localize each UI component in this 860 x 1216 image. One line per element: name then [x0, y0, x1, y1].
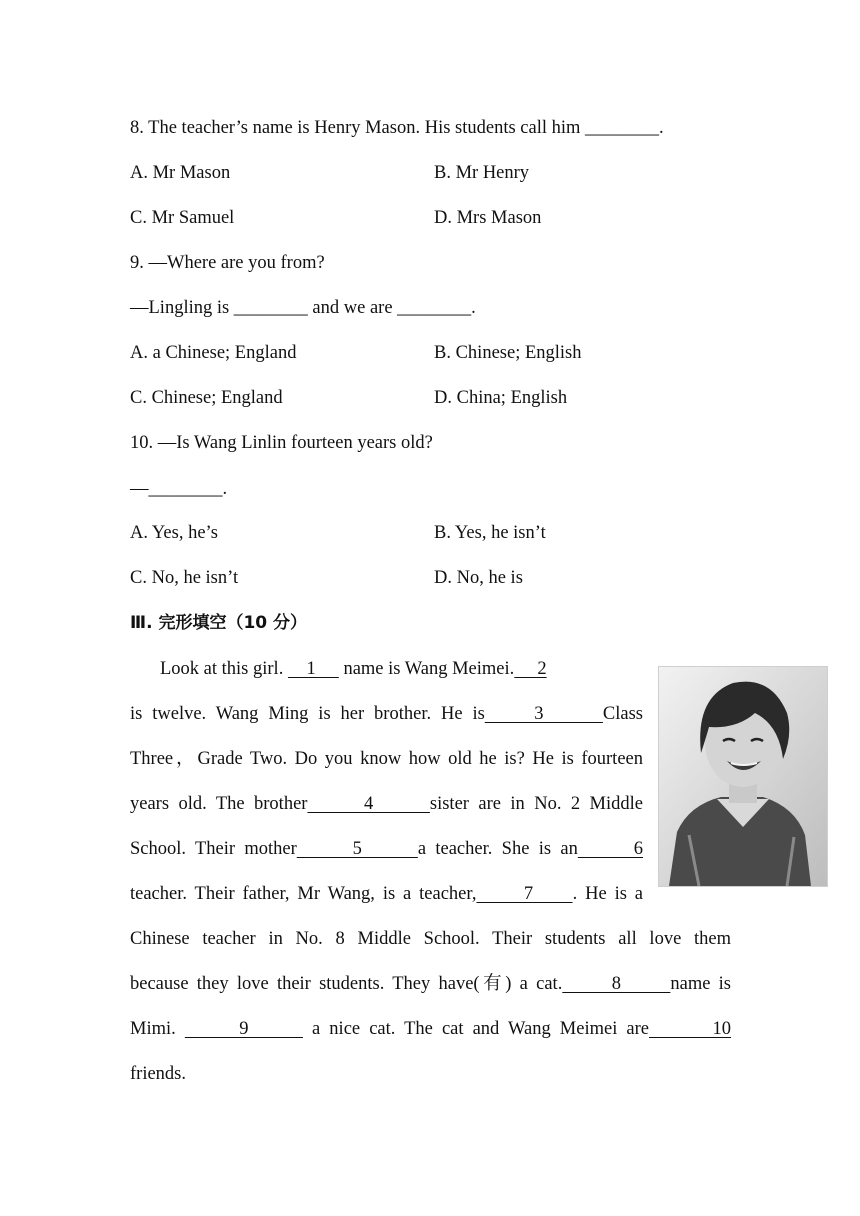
question-9-option-c: C. Chinese; England	[130, 388, 283, 408]
question-10-option-b: B. Yes, he isn’t	[434, 523, 546, 543]
passage-text: friends.	[130, 1064, 186, 1084]
passage-line-3	[130, 747, 643, 771]
question-8-stem: 8. The teacher’s name is Henry Mason. His students call him ________.	[130, 118, 664, 138]
passage-line-9	[130, 1017, 731, 1041]
passage-text: a teacher. She is an	[417, 839, 578, 859]
passage-line-7	[130, 927, 731, 951]
passage-text: sister are in No. 2 Middle	[429, 794, 643, 814]
blank-10: 10	[649, 1019, 732, 1039]
blank-5: 5	[296, 839, 418, 859]
passage-text: name is	[670, 974, 732, 994]
blank-6: 6	[577, 839, 644, 859]
question-9-option-d: D. China; English	[434, 388, 568, 408]
blank-8: 8	[562, 974, 671, 994]
passage-text: Chinese teacher in No. 8 Middle School. Their students all love them	[130, 929, 731, 949]
passage-line-5	[130, 837, 643, 861]
passage-text: . He is a	[572, 884, 644, 904]
question-10-stem: 10. —Is Wang Linlin fourteen years old?	[130, 433, 433, 453]
passage-line-10	[130, 1062, 186, 1086]
passage-line-2	[130, 702, 643, 726]
passage-text: because they love their students. They have(有) a cat.	[130, 974, 563, 994]
question-9-stem-reply: —Lingling is ________ and we are ________.	[130, 298, 476, 318]
passage-text: Mimi.	[130, 1019, 185, 1039]
question-8-option-a: A. Mr Mason	[130, 163, 231, 183]
question-8-option-d: D. Mrs Mason	[434, 208, 542, 228]
passage-text: years old. The brother	[130, 794, 308, 814]
passage-line-8	[130, 972, 731, 996]
passage-text: Three，Grade Two. Do you know how old he is? He is fourteen	[130, 749, 643, 769]
question-10-option-d: D. No, he is	[434, 568, 523, 588]
blank-1: 1	[287, 659, 339, 679]
question-10-option-a: A. Yes, he’s	[130, 523, 218, 543]
blank-9: 9	[184, 1019, 303, 1039]
passage-text: is twelve. Wang Ming is her brother. He is	[130, 704, 485, 724]
passage-line-1	[160, 657, 643, 681]
section-heading-cloze: Ⅲ. 完形填空（10 分）	[130, 613, 308, 633]
question-10-option-c: C. No, he isn’t	[130, 568, 239, 588]
girl-photo-icon	[659, 667, 827, 886]
blank-7: 7	[476, 884, 573, 904]
girl-photo	[658, 666, 828, 887]
passage-line-4	[130, 792, 643, 816]
passage-text: teacher. Their father, Mr Wang, is a teacher,	[130, 884, 477, 904]
passage-text: Look at this girl.	[160, 659, 288, 679]
question-9-option-b: B. Chinese; English	[434, 343, 582, 363]
passage-text: School. Their mother	[130, 839, 297, 859]
blank-3: 3	[484, 704, 603, 724]
question-9-stem: 9. —Where are you from?	[130, 253, 325, 273]
question-10-stem-reply: —________.	[130, 479, 228, 499]
passage-line-6	[130, 882, 643, 906]
blank-2: 2	[514, 659, 547, 679]
question-9-option-a: A. a Chinese; England	[130, 343, 297, 363]
passage-text: name is Wang Meimei.	[338, 659, 515, 679]
question-8-option-b: B. Mr Henry	[434, 163, 530, 183]
passage-text: Class	[602, 704, 644, 724]
passage-text: a nice cat. The cat and Wang Meimei are	[302, 1019, 649, 1039]
question-8-option-c: C. Mr Samuel	[130, 208, 235, 228]
blank-4: 4	[307, 794, 430, 814]
